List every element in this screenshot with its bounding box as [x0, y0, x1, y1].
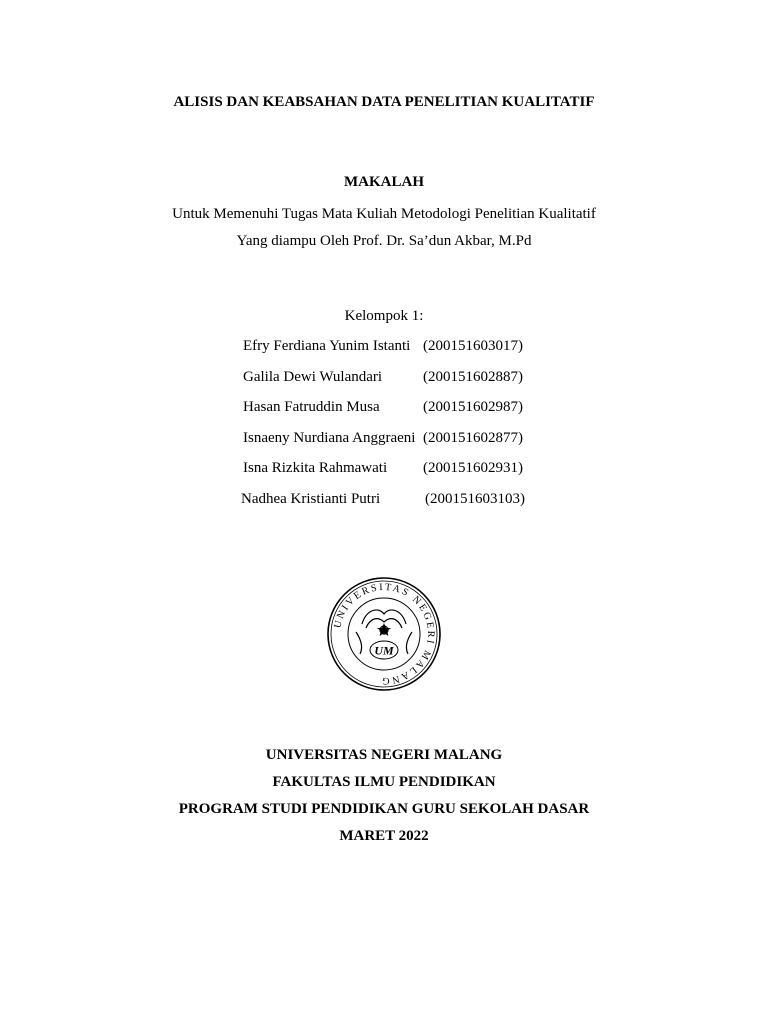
member-id: (200151602887): [423, 369, 523, 385]
study-program-name: PROGRAM STUDI PENDIDIKAN GURU SEKOLAH DASAR: [178, 801, 590, 817]
seal-monogram: UM: [374, 643, 394, 658]
faculty-name: FAKULTAS ILMU PENDIDIKAN: [272, 774, 496, 790]
member-row: [241, 490, 561, 508]
group-label: Kelompok 1:: [344, 308, 424, 324]
university-seal-icon: [326, 576, 442, 692]
member-row: [243, 459, 563, 477]
member-name: Efry Ferdiana Yunim Istanti: [243, 338, 411, 354]
member-row: [243, 398, 563, 416]
member-id: (200151602877): [423, 430, 523, 446]
lecturer-line: Yang diampu Oleh Prof. Dr. Sa’dun Akbar, M.Pd: [236, 233, 532, 249]
seal-ring-text: UNIVERSITAS NEGERI MALANG: [332, 581, 437, 687]
document-type-heading: MAKALAH: [344, 174, 424, 190]
member-name: Hasan Fatruddin Musa: [243, 399, 380, 415]
member-row: [243, 337, 563, 355]
document-date: MARET 2022: [339, 828, 429, 844]
member-id: (200151603017): [423, 338, 523, 354]
member-row: [243, 368, 563, 386]
purpose-line: Untuk Memenuhi Tugas Mata Kuliah Metodologi Penelitian Kualitatif: [172, 206, 596, 222]
member-name: Isnaeny Nurdiana Anggraeni: [243, 430, 416, 446]
member-name: Nadhea Kristianti Putri: [241, 491, 381, 507]
member-id: (200151602987): [423, 399, 523, 415]
member-id: (200151602931): [423, 460, 523, 476]
member-row: [243, 429, 563, 447]
member-name: Isna Rizkita Rahmawati: [243, 460, 388, 476]
university-name: UNIVERSITAS NEGERI MALANG: [265, 747, 503, 763]
document-title: ALISIS DAN KEABSAHAN DATA PENELITIAN KUALITATIF: [173, 94, 595, 110]
member-id: (200151603103): [425, 491, 525, 507]
member-name: Galila Dewi Wulandari: [243, 369, 383, 385]
